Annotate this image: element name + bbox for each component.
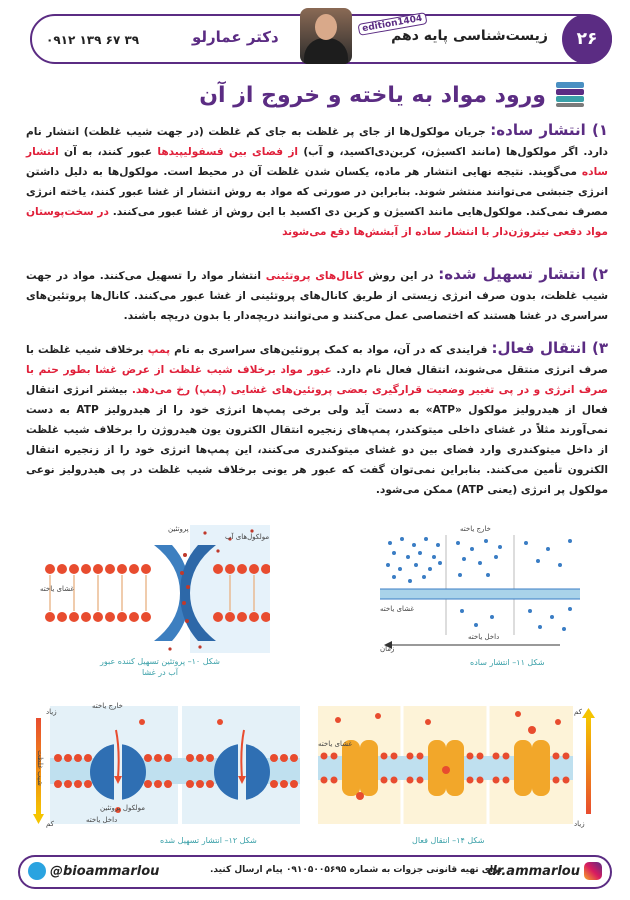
figure-11-caption: شکل ۱۱– انتشار ساده (470, 658, 545, 667)
figure-12-caption: شکل ۱۲– انتشار تسهیل شده (160, 836, 257, 845)
section-simple-diffusion (26, 120, 608, 242)
section-1-highlight-c: در سخت‌پوستان مواد دفعی نیتروژن‌دار با انتشار ساده از آبشش‌ها دفع می‌شوند (26, 206, 608, 238)
section-2-text-a: در این روش (368, 270, 434, 282)
section-2-title: ۲) انتشار تسهیل شده: (438, 265, 608, 283)
figure-11-membrane-label: غشای یاخته (380, 605, 415, 613)
author-photo (300, 8, 352, 64)
figure-11-inside-label: داخل یاخته (468, 633, 500, 641)
subject-title: زیست‌شناسی پایه دهم (391, 28, 548, 44)
figure-14-membrane-label: غشای یاخته (318, 740, 353, 748)
figure-10-protein-label: پروتئین (168, 525, 189, 533)
footer-note: برای تهیه قانونی جزوات به شماره ۰۹۱۰۵۰۰۵۶۹۵ پیام ارسال کنید. (210, 865, 503, 875)
figure-12-inside-label: داخل یاخته (86, 816, 118, 824)
section-2-text-b: انتشار مواد را تسهیل می‌کنند. مواد در جهت شیب غلظت، بدون صرف انرژی زیستی از طریق کانال‌های پروتئینی از غشا عبور می‌کنند. کانال‌ها پروتئین‌های سراسری در غشا هستند که اختصاصی عمل می‌کنند و می‌توانند دریچه‌دار یا بدون دریچه باشند. (26, 270, 608, 322)
section-2-highlight-a: کانال‌های پروتئینی (265, 270, 364, 282)
figure-14-active-transport (318, 700, 608, 838)
instagram-icon (584, 862, 602, 880)
books-icon (554, 82, 586, 108)
page-header (30, 14, 612, 64)
figure-12-gradient-label: شیب غلظت (35, 750, 44, 786)
section-1-highlight-b: انتشار ساده (26, 146, 608, 178)
edition-badge: edition1404 (357, 12, 427, 36)
figure-14-top-label: کم (574, 708, 582, 716)
telegram-handle[interactable] (28, 862, 159, 880)
page-number: ۲۶ (562, 14, 612, 64)
section-3-title: ۳) انتقال فعال: (491, 339, 608, 357)
title-row (199, 78, 586, 112)
telegram-icon (28, 862, 46, 880)
instagram-handle[interactable] (488, 862, 603, 880)
figure-12-drawing (30, 700, 300, 838)
figure-14-caption: شکل ۱۴– انتقال فعال (412, 836, 485, 845)
section-3-text-b: برخلاف شیب غلظت با صرف انرژی منتقل می‌شوند، انتقال فعال نام دارد. (26, 344, 608, 376)
page-title: ورود مواد به یاخته و خروج از آن (199, 82, 546, 108)
section-1-text-b: عبور کنند، به آن (64, 146, 153, 158)
telegram-handle-text: @bioammarlou (50, 863, 160, 879)
phone-number: ۰۹۱۲ ۱۳۹ ۶۷ ۳۹ (46, 33, 140, 47)
figure-12-facilitated-diffusion (30, 700, 300, 838)
page-footer (18, 855, 612, 889)
section-3-highlight-b: عبور مواد برخلاف شیب غلظت از عرض غشا بطور حتم با صرف انرژی و در پی تغییر وضعیت قرارگیری بعضی پروتئین‌های غشایی (پمپ) رخ می‌دهد. (26, 364, 609, 396)
figure-11-outside-label: خارج یاخته (460, 525, 491, 533)
author-name: دکتر عمارلو (192, 28, 279, 46)
section-1-text-c: می‌گویند. نتیجه نهایی انتشار هر ماده، یکسان شدن غلظت آن در محیط است. مولکول‌ها به دلیل داشتن انرژی جنبشی می‌توانند منتشر شوند. بنابراین در صورتی که مواد به روش انتشار از غشا عبور کنند، یاخته انرژی مصرف نمی‌کند. مولکول‌هایی مانند اکسیژن و کربن دی اکسید با این روش از غشا عبور می‌کنند. (26, 166, 608, 218)
section-1-text-a: جریان مولکول‌ها از جای پر غلظت به جای کم غلظت (در جهت شیب غلظت) انتشار نام دارد. اگر مولکول‌ها (مانند اکسیژن، کربن‌دی‌اکسید، و آب) (26, 126, 608, 158)
figure-12-top-label: زیاد (46, 708, 57, 716)
figure-11-simple-diffusion (380, 525, 580, 653)
figure-12-protein-label: مولکول پروتئین (100, 804, 145, 812)
figure-14-bottom-label: زیاد (574, 820, 585, 828)
figure-14-drawing (318, 700, 608, 838)
section-3-text-a: فرایندی که در آن، مواد به کمک پروتئین‌های سراسری به نام (174, 344, 488, 356)
section-3-highlight-a: پمپ (147, 344, 171, 356)
figure-10-caption: شکل ۱۰– پروتئین تسهیل کننده عبور آب در غشا (100, 657, 220, 677)
figure-12-outside-label: خارج یاخته (92, 702, 123, 710)
section-1-title: ۱) انتشار ساده: (490, 121, 608, 139)
instagram-handle-text: dr.ammarlou (487, 863, 580, 879)
section-active-transport (26, 338, 608, 500)
figure-10-drawing (40, 525, 270, 653)
section-1-highlight-a: از فضای بین فسفولیپیدها (157, 146, 299, 158)
figure-12-bottom-label: کم (46, 820, 54, 828)
figure-10-membrane-label: غشای یاخته (40, 585, 75, 593)
figure-11-time-label: زمان (380, 645, 395, 653)
figure-10-water-label: مولکول‌های آب (225, 533, 270, 541)
section-facilitated-diffusion (26, 264, 608, 326)
section-3-text-c: بیشتر انرژی انتقال فعال از هیدرولیز مولکول «ATP» به دست آید ولی برخی پمپ‌ها انرژی خود را از هیدرولیز ATP به دست نمی‌آورند مثلاً در غشای داخلی میتوکندر، پمپ‌های زنجیره انتقال الکترون یون هیدروژن را برخلاف شیب غلظت از داخل میتوکندری وارد فضای بین دو غشای میتوکندری می‌کنند، این پمپ‌ها انرژی خود را از زنجیره انتقال الکترون تأمین می‌کنند. بنابراین نمی‌توان گفت که عبور هر یونی برخلاف شیب غلظت در پی هیدرولیز نوعی مولکول پر انرژی (یعنی ATP) ممکن می‌شود. (26, 384, 608, 496)
figure-10-protein-channel (40, 525, 270, 653)
